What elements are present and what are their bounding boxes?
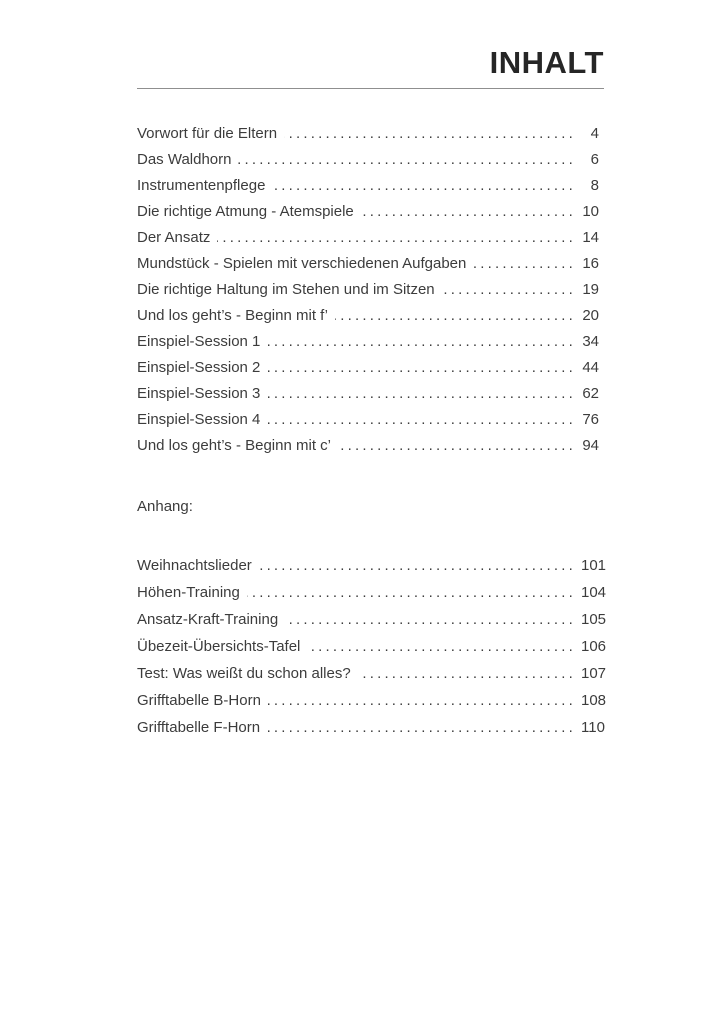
toc-entry (137, 277, 604, 303)
toc-entry (137, 579, 607, 606)
toc-entry-page: 8 (590, 177, 599, 194)
toc-entry (137, 633, 607, 660)
toc-entry-label: Einspiel-Session 1 (137, 333, 261, 350)
toc-entry-page: 106 (581, 638, 607, 655)
toc-entry-page: 44 (582, 359, 599, 376)
toc-entry (137, 660, 607, 687)
appendix-heading: Anhang: (137, 498, 193, 515)
toc-entry-page: 101 (581, 557, 607, 574)
toc-entry (137, 147, 604, 173)
toc-entry-label: Vorwort für die Eltern (137, 125, 278, 142)
toc-entry-label: Instrumentenpflege (137, 177, 266, 194)
toc-entry (137, 407, 604, 433)
dot-leader (267, 714, 576, 741)
toc-entry (137, 552, 607, 579)
dot-leader (338, 433, 576, 459)
dot-leader (361, 199, 576, 225)
toc-entry (137, 355, 604, 381)
toc-entry (137, 606, 607, 633)
toc-entry-page: 107 (581, 665, 607, 682)
toc-entry (137, 381, 604, 407)
toc-entry-label: Und los geht’s - Beginn mit f’ (137, 307, 328, 324)
toc-entry (137, 225, 604, 251)
dot-leader (267, 355, 576, 381)
toc-entry-label: Ansatz-Kraft-Training (137, 611, 279, 628)
dot-leader (238, 147, 576, 173)
dot-leader (442, 277, 576, 303)
toc-entry-page: 16 (582, 255, 599, 272)
toc-appendix-list (137, 552, 607, 741)
dot-leader (335, 303, 576, 329)
toc-entry-page: 14 (582, 229, 599, 246)
toc-entry-label: Der Ansatz (137, 229, 211, 246)
toc-entry-page: 105 (581, 611, 607, 628)
toc-entry-page: 19 (582, 281, 599, 298)
page-title: INHALT (489, 45, 604, 80)
dot-leader (259, 552, 576, 579)
toc-entry-page: 62 (582, 385, 599, 402)
dot-leader (284, 121, 576, 147)
toc-entry-label: Grifftabelle B-Horn (137, 692, 261, 709)
toc-entry-label: Und los geht’s - Beginn mit c’ (137, 437, 331, 454)
toc-entry-page: 94 (582, 437, 599, 454)
toc-entry (137, 303, 604, 329)
toc-entry-label: Mundstück - Spielen mit verschiedenen Aufgaben (137, 255, 467, 272)
toc-entry-label: Einspiel-Session 2 (137, 359, 261, 376)
dot-leader (285, 606, 576, 633)
toc-entry-label: Die richtige Atmung - Atemspiele (137, 203, 354, 220)
toc-entry (137, 199, 604, 225)
toc-entry-label: Grifftabelle F-Horn (137, 719, 261, 736)
toc-entry-label: Übezeit-Übersichts-Tafel (137, 638, 301, 655)
toc-content (137, 0, 607, 741)
toc-entry (137, 433, 604, 459)
dot-leader (267, 407, 576, 433)
toc-entry-page: 110 (581, 719, 605, 736)
toc-main-list (137, 121, 604, 459)
toc-entry-page: 76 (582, 411, 599, 428)
dot-leader (267, 329, 576, 355)
toc-entry-label: Einspiel-Session 3 (137, 385, 261, 402)
toc-entry (137, 687, 607, 714)
toc-entry-label: Das Waldhorn (137, 151, 232, 168)
toc-entry-page: 10 (582, 203, 599, 220)
toc-entry (137, 714, 604, 741)
dot-leader (272, 173, 576, 199)
toc-entry-page: 4 (590, 125, 599, 142)
toc-entry-label: Einspiel-Session 4 (137, 411, 261, 428)
dot-leader (358, 660, 576, 687)
toc-entry (137, 251, 604, 277)
title-divider (137, 88, 604, 89)
toc-entry-label: Weihnachtslieder (137, 557, 252, 574)
toc-entry (137, 173, 604, 199)
toc-entry (137, 121, 604, 147)
toc-entry-label: Die richtige Haltung im Stehen und im Sitzen (137, 281, 435, 298)
dot-leader (473, 251, 576, 277)
toc-entry-page: 20 (582, 307, 599, 324)
toc-entry-label: Test: Was weißt du schon alles? (137, 665, 351, 682)
dot-leader (307, 633, 576, 660)
dot-leader (268, 687, 576, 714)
dot-leader (217, 225, 576, 251)
dot-leader (267, 381, 576, 407)
toc-entry (137, 329, 604, 355)
toc-entry-page: 108 (581, 692, 607, 709)
toc-entry-label: Höhen-Training (137, 584, 240, 601)
dot-leader (247, 579, 576, 606)
toc-entry-page: 104 (581, 584, 607, 601)
toc-entry-page: 6 (590, 151, 599, 168)
toc-entry-page: 34 (582, 333, 599, 350)
